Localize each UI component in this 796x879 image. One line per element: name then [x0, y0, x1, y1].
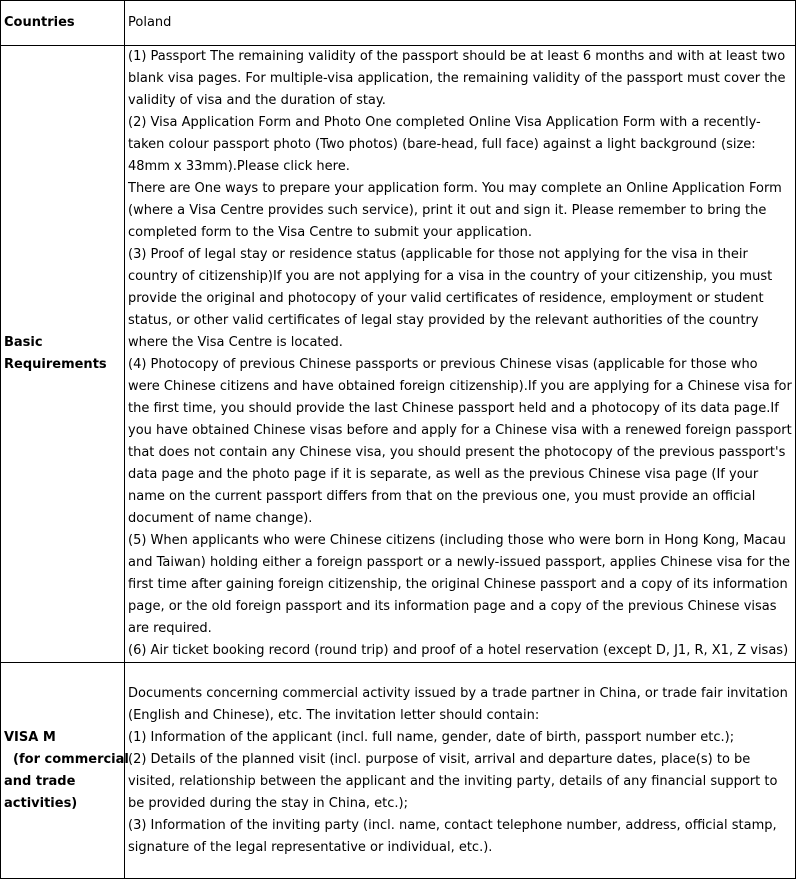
basic-item-1: (1) Passport The remaining validity of the passport should be at least 6 months and with at least two blank visa pages. For multiple-visa application, the remaining validity of the passport must cover the validity of visa and the duration of stay.	[128, 49, 786, 108]
visa-m-item-3: (3) Information of the inviting party (incl. name, contact telephone number, address, official stamp, signature of the legal representative or individual, etc.).	[128, 817, 777, 855]
basic-item-4: (4) Photocopy of previous Chinese passports or previous Chinese visas (applicable for those who were Chinese citizens and have obtained foreign citizenship).If you are applying for a Chinese visa for the first time, you should provide the last Chinese passport held and a photocopy of its data page.If you have obtained Chinese visas before and apply for a Chinese visa with a renewed foreign passport that does not contain any Chinese visa, you should present the photocopy of the previous passport's data page and the photo page if it is separate, as well as the previous Chinese visa page (If your name on the current passport differs from that on the previous one, you must provide an official document of name change).	[128, 357, 792, 526]
basic-item-6: (6) Air ticket booking record (round trip) and proof of a hotel reservation (except D, J1, R, X1, Z visas)	[128, 643, 789, 658]
visa-m-row	[1, 663, 796, 879]
visa-m-label	[1, 663, 129, 879]
visa-m-label-line-3: and trade	[4, 773, 76, 789]
basic-label-line-1: Basic	[4, 335, 43, 350]
countries-value: Poland	[125, 1, 796, 46]
countries-label: Countries	[1, 1, 125, 46]
visa-m-item-1: (1) Information of the applicant (incl. full name, gender, date of birth, passport number etc.);	[128, 729, 735, 745]
basic-requirements-row	[1, 46, 796, 663]
basic-item-2: (2) Visa Application Form and Photo One completed Online Visa Application Form with a recently-taken colour passport photo (Two photos) (bare-head, full face) against a light background (size: 48mm x 33mm).Please click here.	[128, 115, 761, 174]
visa-m-item-2: (2) Details of the planned visit (incl. purpose of visit, arrival and departure dates, place(s) to be visited, relationship between the applicant and the inviting party, details of any financial support to be provided during the stay in China, etc.);	[128, 751, 778, 811]
visa-m-label-line-1: VISA M	[4, 729, 56, 745]
visa-m-content	[125, 663, 796, 879]
basic-item-3: (3) Proof of legal stay or residence status (applicable for those not applying for the visa in their country of citizenship)If you are not applying for a visa in the country of your citizenship, you must provide the original and photocopy of your valid certificates of residence, employment or student status, or other valid certificates of legal stay provided by the relevant authorities of the country where the Visa Centre is located.	[128, 247, 773, 350]
basic-label-line-2: Requirements	[4, 357, 107, 372]
basic-requirements-label	[1, 46, 125, 663]
countries-row	[1, 1, 796, 46]
basic-item-2-note: There are One ways to prepare your application form. You may complete an Online Application Form (where a Visa Centre provides such service), print it out and sign it. Please remember to bring the completed form to the Visa Centre to submit your application.	[128, 181, 782, 240]
visa-m-label-line-2: (for commercial	[4, 751, 129, 767]
visa-m-label-line-4: activities)	[4, 795, 78, 811]
basic-item-5: (5) When applicants who were Chinese citizens (including those who were born in Hong Kong, Macau and Taiwan) holding either a foreign passport or a newly-issued passport, applies Chinese visa for the first time after gaining foreign citizenship, the original Chinese passport and a copy of its information page, or the old foreign passport and its information page and a copy of the previous Chinese visas are required.	[128, 533, 790, 636]
basic-requirements-content	[125, 46, 796, 663]
visa-m-intro: Documents concerning commercial activity issued by a trade partner in China, or trade fair invitation (English and Chinese), etc. The invitation letter should contain:	[128, 685, 788, 723]
